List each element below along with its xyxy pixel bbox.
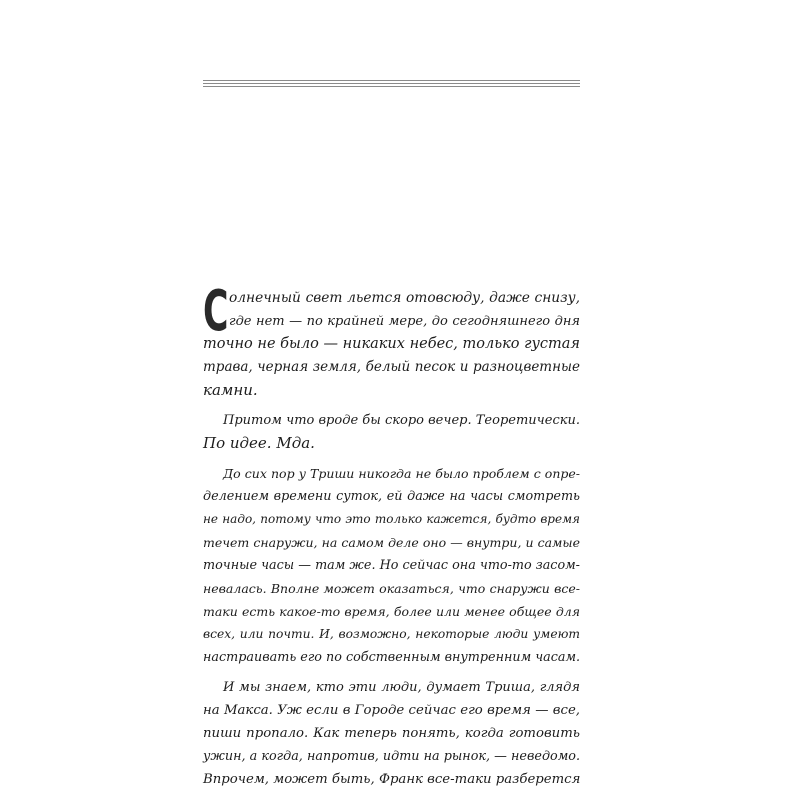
text-line: точно не было — никаких небес, только густая [203,336,580,352]
text-line: Впрочем, может быть, Франк все-таки разберется [203,772,581,787]
text-line: камни. [203,381,258,399]
text-line: делением времени суток, ей даже на часы смотреть [203,489,580,504]
text-line: настраивать его по собственным внутренним часам. [203,650,581,665]
text-line: По идее. Мда. [203,434,315,452]
text-line: где нет — по крайней мере, до сегодняшнего дня [229,314,580,329]
text-line: ужин, а когда, напротив, идти на рынок, — неведомо. [203,749,580,764]
header-rule-3 [203,86,580,87]
text-line: И мы знаем, кто эти люди, думает Триша, глядя [223,680,580,695]
text-line: не надо, потому что это только кажется, будто время [203,512,580,526]
text-line: трава, черная земля, белый песок и разноцветные [203,359,580,375]
text-line: До сих пор у Триши никогда не было проблем с опре- [223,466,580,481]
header-rule-2 [203,83,580,84]
text-line: олнечный свет льется отовсюду, даже снизу, [229,290,580,306]
text-line: точные часы — там же. Но сейчас она что-то засом- [203,558,580,573]
drop-cap: С [203,279,229,344]
text-line: течет снаружи, на самом деле оно — внутри, и самые [203,535,580,550]
text-line: невалась. Вполне может оказаться, что снаружи все- [203,581,580,596]
body-text [203,279,581,791]
text-line: Притом что вроде бы скоро вечер. Теоретически. [223,413,580,428]
header-rule-1 [203,80,580,81]
text-line: таки есть какое-то время, более или менее общее для [203,604,580,619]
text-line: всех, или почти. И, возможно, некоторые люди умеют [203,627,580,641]
text-line: на Макса. Уж если в Городе сейчас его время — все, [203,703,580,718]
text-line: пиши пропало. Как теперь понять, когда готовить [203,726,580,741]
